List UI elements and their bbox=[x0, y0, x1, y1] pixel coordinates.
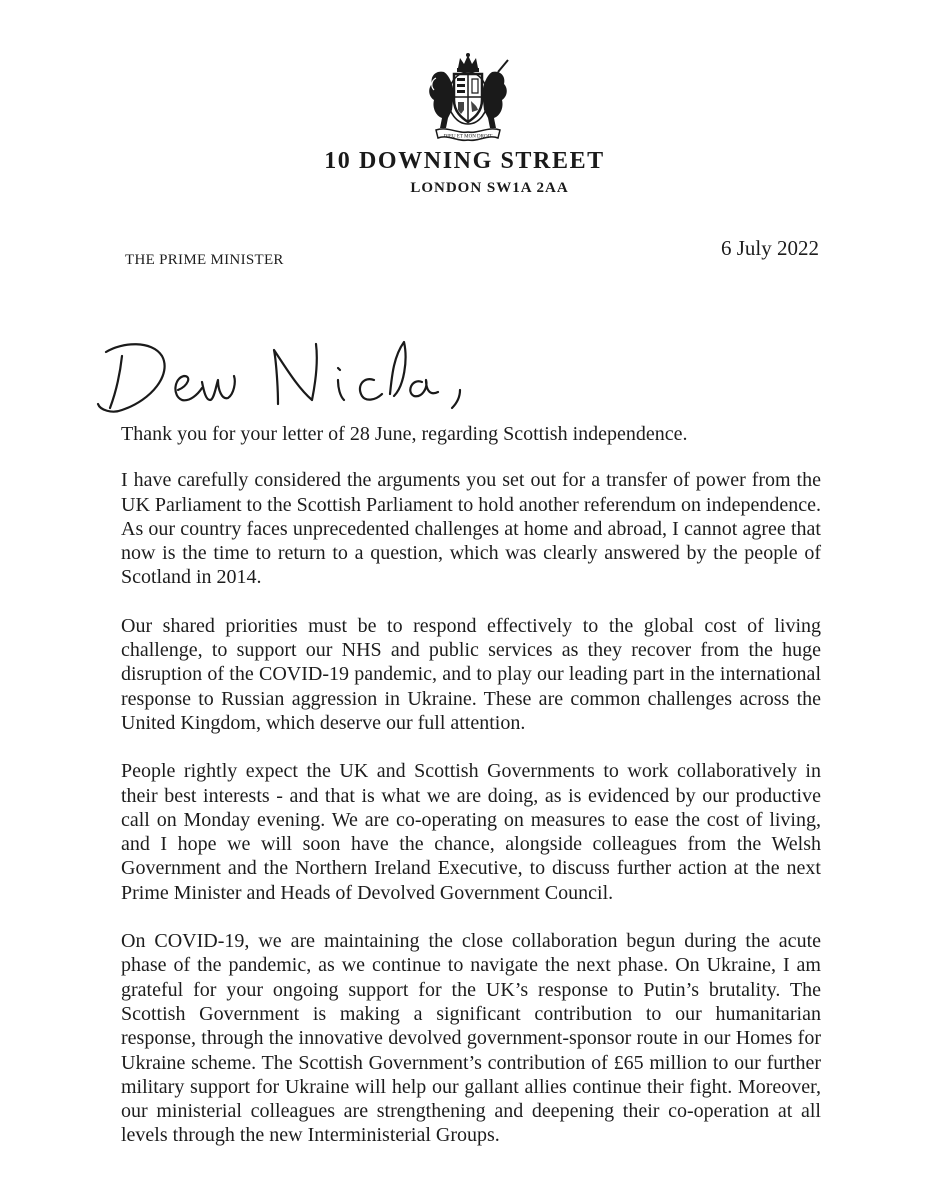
letter-body bbox=[121, 422, 821, 1172]
paragraph-5: On COVID-19, we are maintaining the close collaboration begun during the acute phase of the pandemic, as we continue to navigate the next phase. On Ukraine, I am grateful for your ongoing support for the UK’s response to Putin’s brutality. The Scottish Government is making a significant contribution to our humanitarian response, through the innovative devolved government-sponsor route in our Homes for Ukraine scheme. The Scottish Government’s contribution of £65 million to our further military support for Ukraine will help our gallant allies continue their fight. Moreover, our ministerial colleagues are strengthening and deepening their co-operation at all levels through the new Interministerial Groups. bbox=[121, 930, 821, 1147]
sender-title: THE PRIME MINISTER bbox=[125, 252, 284, 268]
paragraph-4: People rightly expect the UK and Scottish Governments to work collaboratively in their best interests - and that is what we are doing, as is evidenced by our productive call on Monday evening. We are co-operating on measures to ease the cost of living, and I hope we will soon have the chance, alongside colleagues from the Welsh Government and the Northern Ireland Executive, to discuss further action at the next Prime Minister and Heads of Devolved Government Council. bbox=[121, 760, 821, 904]
letter-date: 6 July 2022 bbox=[720, 236, 819, 260]
letterhead-address-line1: 10 DOWNING STREET bbox=[324, 148, 605, 174]
paragraph-1: Thank you for your letter of 28 June, regarding Scottish independence. bbox=[121, 423, 688, 445]
paragraph-2: I have carefully considered the arguments you set out for a transfer of power from the UK Parliament to the Scottish Parliament to hold another referendum on independence. As our country faces unprecedented challenges at home and abroad, I cannot agree that now is the time to return to a question, which was clearly answered by the people of Scotland in 2014. bbox=[121, 469, 821, 589]
paragraph-3: Our shared priorities must be to respond effectively to the global cost of living challenge, to support our NHS and public services as they recover from the huge disruption of the COVID-19 pandemic, and to play our leading part in the international response to Russian aggression in Ukraine. These are common challenges across the United Kingdom, which deserve our full attention. bbox=[121, 614, 821, 734]
handwritten-salutation bbox=[92, 330, 472, 422]
crest-motto: DIEU ET MON DROIT bbox=[443, 134, 493, 140]
letterhead-address-line2: LONDON SW1A 2AA bbox=[410, 180, 569, 196]
royal-coat-of-arms-icon bbox=[414, 52, 522, 144]
